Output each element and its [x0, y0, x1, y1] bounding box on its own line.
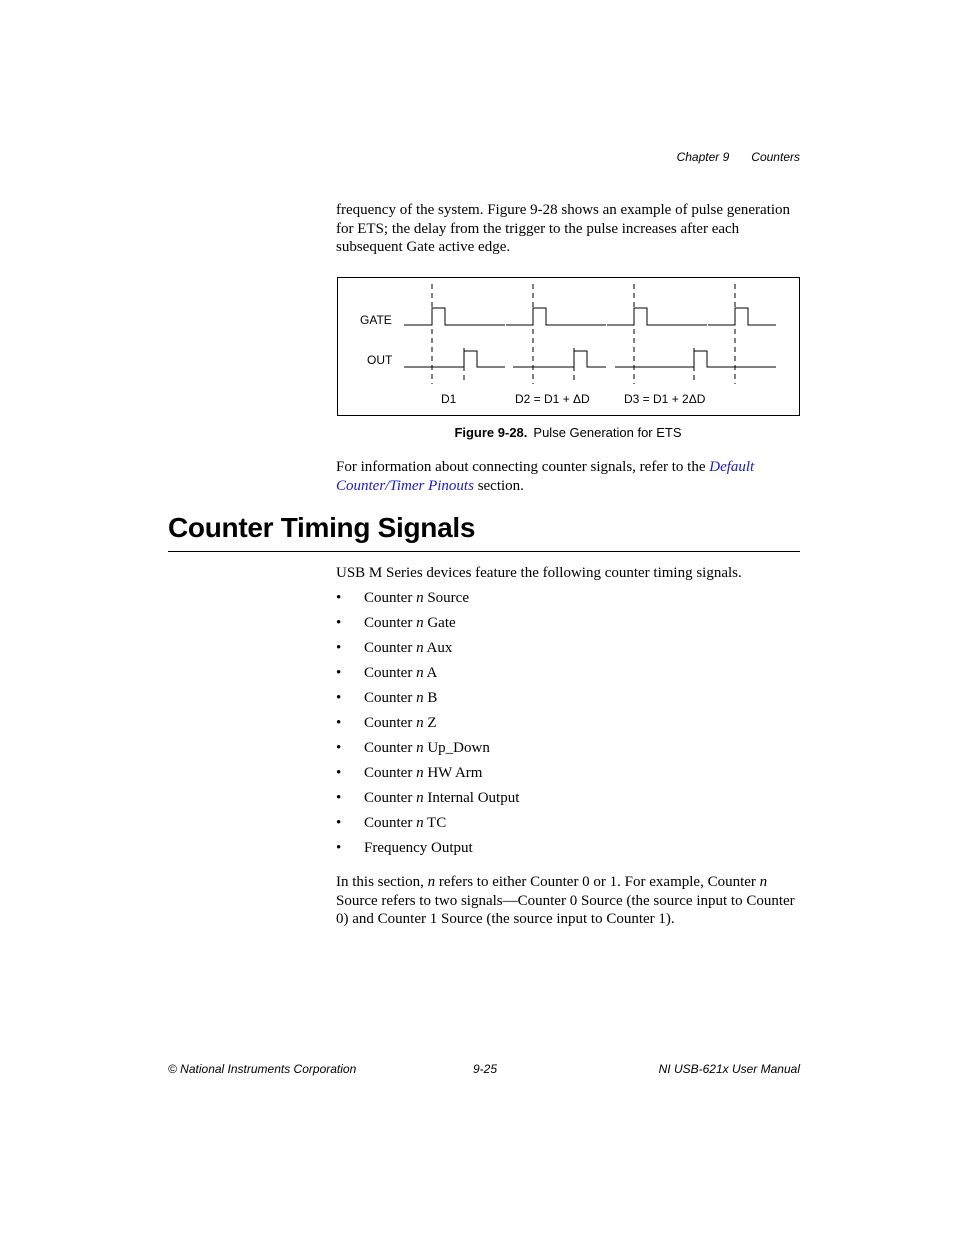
connect-paragraph: [336, 458, 800, 495]
list-item: [336, 663, 519, 688]
connect-text-before: For information about connecting counter signals, refer to the: [336, 459, 710, 475]
section-heading: Counter Timing Signals: [168, 512, 476, 543]
list-item: [336, 588, 519, 613]
list-item-suffix: B: [423, 690, 438, 706]
list-item-suffix: TC: [423, 815, 447, 831]
list-item-text: Counter: [364, 715, 417, 731]
bullet-marker: •: [336, 765, 342, 781]
pinouts-link[interactable]: Default Counter/Timer Pinouts: [336, 459, 755, 494]
bullet-marker: •: [336, 815, 342, 831]
footer-right: NI USB-621x User Manual: [658, 1062, 800, 1076]
closing-paragraph: [336, 873, 800, 929]
list-item-text: Counter: [364, 815, 417, 831]
bullet-marker: •: [336, 840, 342, 856]
figure-box: [337, 277, 800, 416]
list-item-variable: n: [416, 715, 424, 731]
figure-caption: [336, 425, 800, 440]
timing-diagram: [338, 278, 799, 415]
header-chapter: Chapter 9: [676, 150, 730, 164]
list-item: [336, 763, 519, 788]
closing-text-3: Source refers to two signals—Counter 0 Source (the source input to Counter 0) and Counter 1 Source (the source input to Counter 1).: [336, 892, 795, 928]
list-item-suffix: Aux: [423, 640, 453, 656]
list-item-variable: n: [416, 790, 424, 806]
list-item-variable: n: [416, 590, 424, 606]
connect-text-after: section.: [473, 477, 524, 494]
list-item-suffix: HW Arm: [423, 765, 483, 781]
bullet-marker: •: [336, 640, 342, 656]
list-item-suffix: Internal Output: [423, 790, 520, 806]
list-item-text: Counter: [364, 690, 417, 706]
closing-var-1: n: [427, 874, 436, 890]
list-item-text: Frequency Output: [364, 840, 473, 856]
list-item: [336, 688, 519, 713]
d1-label: D1: [441, 392, 457, 406]
list-item-variable: n: [416, 640, 424, 656]
footer-left: © National Instruments Corporation: [168, 1062, 357, 1076]
bullet-marker: •: [336, 615, 342, 631]
list-item-suffix: Up_Down: [423, 740, 490, 756]
list-item-variable: n: [416, 690, 424, 706]
figure-caption-text: Pulse Generation for ETS: [533, 425, 682, 440]
list-item: [336, 613, 519, 638]
section-intro: USB M Series devices feature the following counter timing signals.: [336, 565, 742, 581]
list-item: [336, 838, 519, 863]
footer-page-number: 9-25: [473, 1062, 498, 1076]
bullet-marker: •: [336, 665, 342, 681]
list-item: [336, 788, 519, 813]
list-item-text: Counter: [364, 790, 417, 806]
list-item-variable: n: [416, 665, 424, 681]
closing-text-2: refers to either Counter 0 or 1. For example, Counter: [435, 874, 760, 890]
closing-text-1: In this section,: [336, 874, 428, 890]
list-item-variable: n: [416, 765, 424, 781]
d2-label: D2 = D1 + ΔD: [515, 392, 590, 406]
closing-var-2: n: [759, 874, 768, 890]
out-label: OUT: [367, 353, 393, 367]
timing-signal-list: [336, 588, 519, 863]
list-item-text: Counter: [364, 640, 417, 656]
running-header: [677, 150, 800, 164]
bullet-marker: •: [336, 790, 342, 806]
list-item-suffix: Gate: [423, 615, 456, 631]
list-item-suffix: Source: [423, 590, 469, 606]
list-item-variable: n: [416, 815, 424, 831]
list-item: [336, 638, 519, 663]
list-item: [336, 713, 519, 738]
list-item-variable: n: [416, 615, 424, 631]
d3-label: D3 = D1 + 2ΔD: [624, 392, 706, 406]
bullet-marker: •: [336, 740, 342, 756]
bullet-marker: •: [336, 690, 342, 706]
list-item-text: Counter: [364, 590, 417, 606]
header-section: Counters: [751, 150, 800, 164]
list-item-suffix: Z: [423, 715, 437, 731]
bullet-marker: •: [336, 590, 342, 606]
out-waveform: [404, 351, 776, 367]
bullet-marker: •: [336, 715, 342, 731]
list-item-variable: n: [416, 740, 424, 756]
intro-paragraph: frequency of the system. Figure 9-28 shows an example of pulse generation for ETS; the delay from the trigger to the pulse increases after each subsequent Gate active edge.: [336, 202, 791, 256]
list-item-text: Counter: [364, 740, 417, 756]
gate-waveform: [404, 308, 776, 325]
list-item-text: Counter: [364, 765, 417, 781]
figure-caption-label: Figure 9-28.: [454, 425, 528, 440]
list-item: [336, 813, 519, 838]
list-item-suffix: A: [423, 665, 438, 681]
list-item: [336, 738, 519, 763]
list-item-text: Counter: [364, 665, 417, 681]
heading-rule: [168, 551, 800, 552]
list-item-text: Counter: [364, 615, 417, 631]
gate-label: GATE: [360, 313, 392, 327]
